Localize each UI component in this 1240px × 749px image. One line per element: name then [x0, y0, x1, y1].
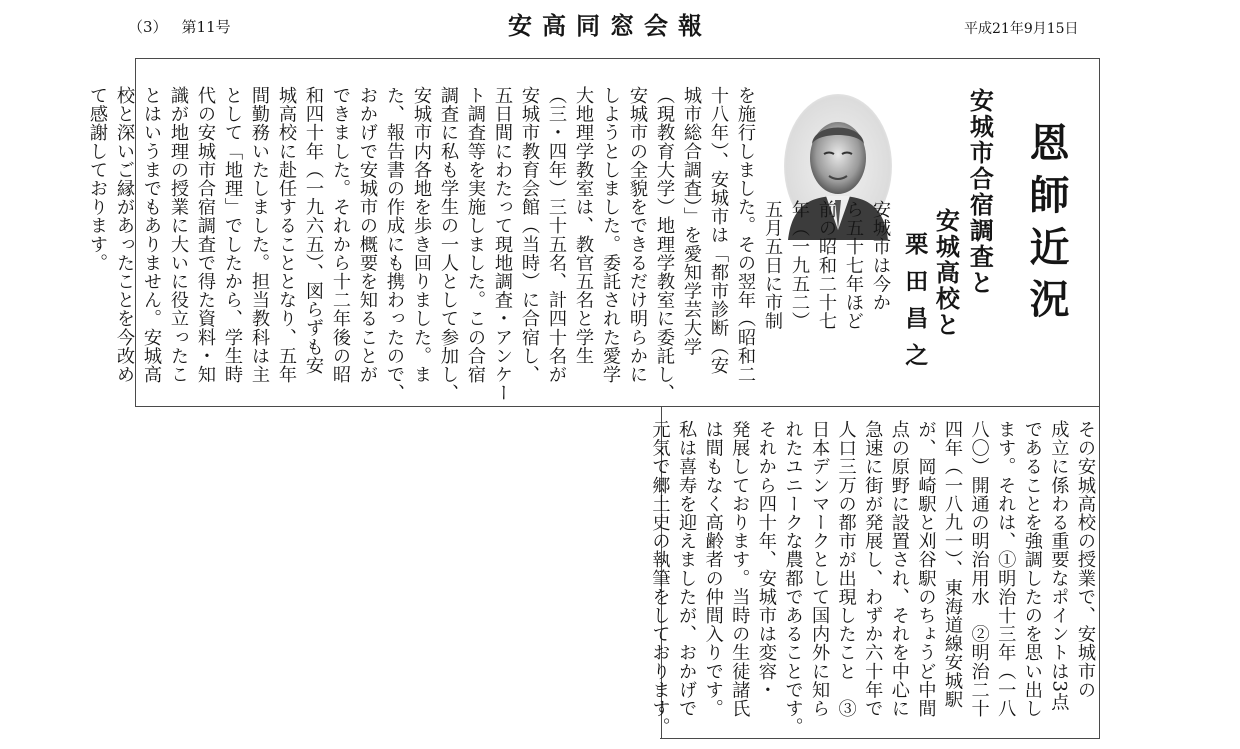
- text-line: （現教育大学）地理学教室に委託し、: [654, 86, 675, 403]
- text-line: 成立に係わる重要なポイントは3点: [1048, 420, 1070, 711]
- author-name: 栗田昌之: [901, 232, 929, 380]
- text-line: れたユニークな農都であることです。: [782, 420, 804, 737]
- text-line: 城高校に赴任することとなり、五年: [276, 86, 297, 384]
- text-line: 前の昭和二十七: [816, 200, 837, 331]
- text-line: ら五十七年ほど: [843, 200, 864, 331]
- text-line: 私は喜寿を迎えましたが、おかげで: [676, 420, 698, 718]
- text-line: 安城市教育会館（当時）に合宿し、: [519, 86, 540, 384]
- issue-date: 平成21年9月15日: [964, 21, 1079, 37]
- section-heading: 恩師近況: [1023, 122, 1070, 330]
- text-line: それから四十年、安城市は変容・: [755, 420, 777, 699]
- article-body-bottom: [646, 420, 1098, 736]
- text-line: を施行しました。その翌年（昭和二: [735, 86, 756, 384]
- text-line: は間もなく高齢者の仲間入りです。: [702, 420, 724, 718]
- text-line: として「地理」でしたから、学生時: [222, 86, 243, 384]
- text-line: 八〇）開通の明治用水 ②明治二十: [968, 420, 990, 718]
- article-title-line1: 安城市合宿調査と: [965, 88, 995, 296]
- text-line: ト調査等を実施しました。この合宿: [465, 86, 486, 384]
- newspaper-title: 安高同窓会報: [508, 11, 712, 40]
- article-body-top: [84, 86, 894, 403]
- text-line: 元気で郷土史の執筆をしております。: [649, 420, 671, 737]
- text-line: 城市総合調査）」を愛知学芸大学: [681, 86, 702, 356]
- text-line: （三・四年）三十五名、計四十名が: [546, 86, 567, 384]
- text-line: 安城市内各地を歩き回りました。ま: [411, 86, 432, 384]
- text-line: て感謝しております。: [87, 86, 108, 272]
- text-line: 識が地理の授業に大いに役立ったこ: [168, 86, 189, 384]
- text-line: 五月五日に市制: [762, 200, 783, 331]
- text-line: 五日間にわたって現地調査・アンケー: [492, 86, 513, 403]
- text-line: 調査に私も学生の一人として参加し、: [438, 86, 459, 403]
- issue-info: [128, 20, 231, 35]
- text-line: しようとしました。委託された愛学: [600, 86, 621, 384]
- text-line: た、報告書の作成にも携わったので、: [384, 86, 405, 403]
- text-line: できました。それから十二年後の昭: [330, 86, 351, 384]
- text-line: 四年（一八九一）、東海道線安城駅: [942, 420, 964, 709]
- text-line: 安城市は今か: [870, 200, 891, 312]
- text-line: 発展しております。当時の生徒諸氏: [729, 420, 751, 718]
- article-title-line2: 安城高校と: [931, 208, 961, 338]
- text-line: 急速に街が発展し、わずか六十年で: [862, 420, 884, 718]
- text-line: 人口三万の都市が出現したこと ③: [835, 420, 857, 718]
- text-line: 日本デンマークとして国内外に知ら: [809, 420, 831, 718]
- text-line: が、岡崎駅と刈谷駅のちょうど中間: [915, 420, 937, 718]
- text-line: その安城高校の授業で、安城市の: [1075, 420, 1096, 699]
- text-line: 点の原野に設置され、それを中心に: [888, 420, 910, 718]
- page-number: （3）: [128, 18, 168, 36]
- text-line: 安城市の全貌をできるだけ明らかに: [627, 86, 648, 384]
- issue-number: 第11号: [181, 18, 231, 36]
- text-line: 代の安城市合宿調査で得た資料・知: [195, 86, 216, 384]
- text-line: 間勤務いたしました。担当教科は主: [249, 86, 270, 384]
- text-line: 年（一九五二）: [789, 200, 810, 331]
- text-line: 十八年）、安城市は「都市診断（安: [708, 86, 729, 375]
- text-line: おかげで安城市の概要を知ることが: [357, 86, 378, 384]
- text-line: 校と深いご縁があったことを今改め: [114, 86, 135, 384]
- text-line: 大地理学教室は、教官五名と学生: [573, 86, 594, 365]
- text-line: とはいうまでもありません。安城高: [141, 86, 162, 384]
- text-line: ます。それは、①明治十三年（一八: [995, 420, 1017, 718]
- text-line: 和四十年（一九六五）、図らずも安: [303, 86, 324, 375]
- text-line: であることを強調したのを思い出し: [1021, 420, 1043, 718]
